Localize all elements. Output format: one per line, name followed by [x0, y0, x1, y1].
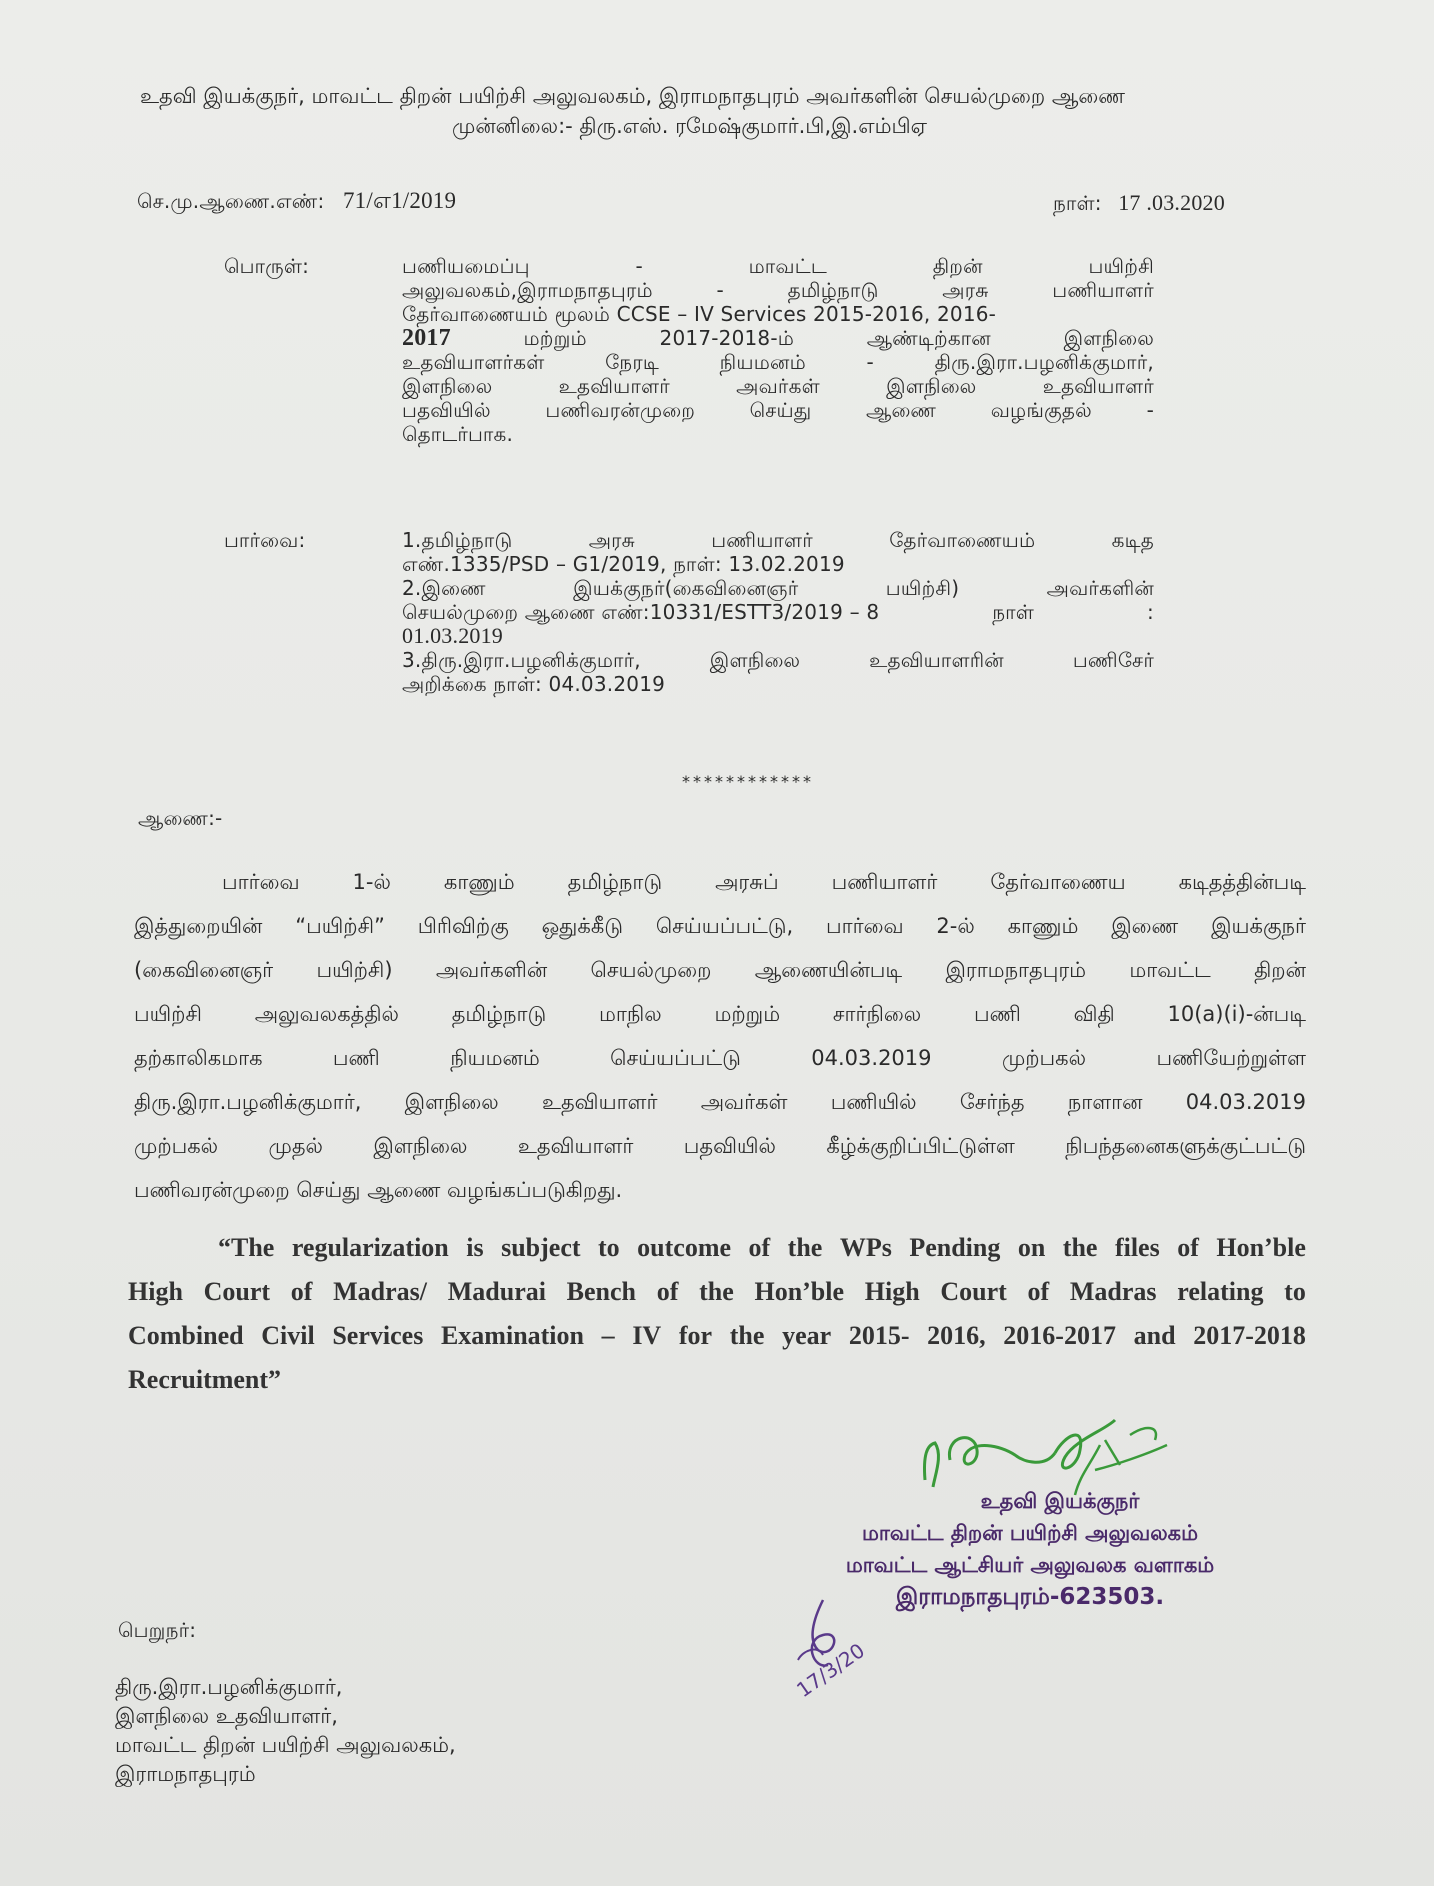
body-word: பணியில்	[830, 1090, 917, 1114]
body-word: திறன்	[1254, 958, 1306, 982]
english-word: to	[1284, 1277, 1306, 1306]
body-word: காணும்	[1007, 914, 1079, 938]
subject-line	[402, 422, 1154, 446]
body-word: விதி	[1073, 1002, 1115, 1026]
body-word: அவர்கள்	[700, 1090, 788, 1114]
subject-word: பணியமைப்பு	[402, 254, 530, 278]
subject-word: மாவட்ட	[748, 254, 827, 278]
body-word: முற்பகல்	[1001, 1046, 1087, 1070]
recipient-line: இளநிலை உதவியாளர்,	[115, 1704, 338, 1728]
english-word: the	[699, 1277, 734, 1306]
reference-line	[402, 600, 1154, 624]
body-word: 2-ல்	[936, 914, 975, 938]
body-word: பணிவரன்முறை செய்து ஆணை வழங்கப்படுகிறது.	[134, 1178, 623, 1202]
body-word: உதவியாளர்	[517, 1134, 634, 1158]
body-word: சேர்ந்த	[959, 1090, 1025, 1114]
body-word: பயிற்சி	[134, 1002, 202, 1026]
body-line	[134, 1036, 1306, 1080]
english-word: relating	[1177, 1277, 1264, 1306]
reference-word: இளநிலை	[709, 648, 801, 672]
subject-line	[402, 326, 1154, 350]
subject-word: உதவியாளர்கள்	[402, 350, 545, 374]
subject-word: -	[635, 254, 643, 278]
order-body	[134, 860, 1306, 1212]
english-word: IV	[632, 1321, 662, 1350]
english-word: Services	[332, 1321, 424, 1350]
subject-word: இளநிலை	[402, 374, 493, 398]
reference-word: பணியாளர்	[711, 528, 813, 552]
body-word: காணும்	[443, 870, 515, 894]
english-word: for	[678, 1321, 713, 1350]
body-word: பணி	[973, 1002, 1021, 1026]
body-word: தமிழ்நாடு	[567, 870, 663, 894]
body-word: முற்பகல்	[134, 1134, 219, 1158]
initials-image	[783, 1590, 903, 1714]
body-word: ஒதுக்கீடு	[541, 914, 623, 938]
body-word: (கைவினைஞர்	[134, 958, 274, 982]
subject-word: பயிற்சி	[1088, 254, 1154, 278]
subject-word: உதவியாளர்	[558, 374, 670, 398]
body-word: அரசுப்	[715, 870, 779, 894]
body-word: மாவட்ட	[1129, 958, 1211, 982]
reference-word: அறிக்கை நாள்: 04.03.2019	[402, 672, 666, 696]
subject-word: 2017-2018-ம்	[659, 326, 795, 350]
subject-line	[402, 278, 1154, 302]
body-word: இயக்குநர்	[1211, 914, 1306, 938]
subject-word: பணியாளர்	[1052, 278, 1154, 302]
signatory-office: மாவட்ட திறன் பயிற்சி அலுவலகம்	[862, 1521, 1198, 1545]
english-word: of	[748, 1233, 771, 1262]
body-word: முதல்	[268, 1134, 323, 1158]
english-word: regularization	[291, 1233, 449, 1262]
body-line	[134, 992, 1306, 1036]
subject-word: 2017	[402, 325, 451, 351]
english-word: 2016,	[927, 1321, 986, 1350]
english-word: High	[864, 1277, 920, 1306]
english-word: of	[290, 1277, 313, 1306]
english-word: 2016-2017	[1003, 1321, 1116, 1350]
order-number: 71/எ1/2019	[342, 188, 457, 213]
body-word: 04.03.2019	[811, 1046, 932, 1070]
english-word: High	[128, 1277, 183, 1306]
subject-word: மற்றும்	[523, 326, 587, 350]
english-line	[128, 1270, 1306, 1314]
header-presence: முன்னிலை:- திரு.எஸ். ரமேஷ்குமார்.பி,இ.எம்பிஏ	[452, 114, 928, 138]
body-word: 04.03.2019	[1185, 1090, 1306, 1114]
order-date-label: நாள்:	[1053, 191, 1102, 215]
body-line	[134, 904, 1306, 948]
subject-word: நேரடி	[605, 350, 659, 374]
subject-word: திரு.இரா.பழனிக்குமார்,	[934, 350, 1154, 374]
english-word: of	[656, 1277, 679, 1306]
body-word: பார்வை	[222, 870, 300, 894]
subject-word: ஆண்டிற்கான	[866, 326, 991, 350]
english-word: WPs	[839, 1233, 892, 1262]
body-word: அவர்களின்	[435, 958, 548, 982]
subject-line	[402, 374, 1154, 398]
english-word: files	[1114, 1233, 1160, 1262]
body-word: மற்றும்	[714, 1002, 781, 1026]
subject-word: இளநிலை	[1063, 326, 1154, 350]
english-word: year	[782, 1321, 832, 1350]
subject-word: செய்து	[749, 398, 812, 422]
signatory-title: உதவி இயக்குநர்	[980, 1489, 1140, 1513]
body-word: பயிற்சி)	[316, 958, 393, 982]
reference-word: தேர்வாணையம்	[889, 528, 1036, 552]
english-word: the	[787, 1233, 823, 1262]
body-word: 1-ல்	[352, 870, 391, 894]
subject-word: உதவியாளர்	[1042, 374, 1154, 398]
subject-text	[402, 254, 1154, 446]
reference-label: பார்வை:	[224, 528, 306, 552]
subject-word: -	[1146, 398, 1154, 422]
subject-word: தமிழ்நாடு	[787, 278, 879, 302]
body-line	[134, 1124, 1306, 1168]
subject-word: தேர்வாணையம் மூலம் CCSE – IV Services 2015-2016, 2016-	[402, 302, 997, 326]
subject-word: அரசு	[942, 278, 989, 302]
english-word: 2015-	[848, 1321, 910, 1350]
body-word: பிரிவிற்கு	[417, 914, 509, 938]
body-word: நியமனம்	[450, 1046, 540, 1070]
body-word: பணி	[332, 1046, 380, 1070]
english-word: to	[598, 1233, 620, 1262]
body-word: இத்துறையின்	[134, 914, 263, 938]
body-word: செய்யப்பட்டு,	[655, 914, 794, 938]
english-word: of	[1027, 1277, 1050, 1306]
english-word: Examination	[440, 1321, 584, 1350]
order-date-row	[1053, 190, 1225, 218]
reference-line	[402, 672, 1154, 696]
header-title: உதவி இயக்குநர், மாவட்ட திறன் பயிற்சி அலுவலகம், இராமநாதபுரம் அவர்களின் செயல்முறை ஆணை	[140, 84, 1126, 108]
order-number-label: செ.மு.ஆணை.எண்:	[137, 189, 325, 213]
body-line	[134, 860, 1306, 904]
body-word: பதவியில்	[683, 1134, 776, 1158]
body-word: இளநிலை	[404, 1090, 499, 1114]
english-word: of	[1177, 1233, 1199, 1262]
reference-word: அவர்களின்	[1046, 576, 1154, 600]
body-word: அலுவலகத்தில்	[254, 1002, 399, 1026]
english-word: Court	[940, 1277, 1007, 1306]
order-label: ஆணை:-	[138, 806, 223, 830]
reference-word: அரசு	[588, 528, 635, 552]
subject-word: -	[866, 350, 874, 374]
english-word: the	[729, 1321, 765, 1350]
english-word: Bench	[566, 1277, 637, 1306]
reference-text	[402, 528, 1154, 696]
body-word: கீழ்க்குறிப்பிட்டுள்ள	[826, 1134, 1015, 1158]
body-line	[134, 1168, 1306, 1212]
reference-word: எண்.1335/PSD – G1/2019, நாள்: 13.02.2019	[402, 552, 845, 576]
body-word: ஆணையின்படி	[754, 958, 903, 982]
reference-word: பயிற்சி)	[885, 576, 960, 600]
body-word: தமிழ்நாடு	[451, 1002, 547, 1026]
body-word: தேர்வாணைய	[990, 870, 1126, 894]
english-word: Civil	[261, 1321, 315, 1350]
signatory-address: இராமநாதபுரம்-623503.	[895, 1584, 1165, 1610]
english-word: outcome	[637, 1233, 732, 1262]
initials-date: 17/3/20	[792, 1638, 870, 1703]
body-word: கடிதத்தின்படி	[1178, 870, 1306, 894]
subject-line	[402, 350, 1154, 374]
reference-word: 2.இணை	[402, 576, 486, 600]
english-word: Hon’ble	[1216, 1233, 1306, 1262]
subject-word: இளநிலை	[886, 374, 977, 398]
english-word: Hon’ble	[754, 1277, 845, 1306]
reference-line	[402, 576, 1154, 600]
english-word: Combined	[128, 1321, 244, 1350]
english-word: Pending	[909, 1233, 1001, 1262]
reference-word: 1.தமிழ்நாடு	[402, 528, 513, 552]
body-word: செயல்முறை	[590, 958, 712, 982]
english-word: “The	[218, 1233, 275, 1262]
english-word: Madras/	[333, 1277, 428, 1306]
reference-word: செயல்முறை ஆணை எண்:10331/ESTT3/2019 – 8	[402, 600, 880, 624]
recipient-line: திரு.இரா.பழனிக்குமார்,	[115, 1675, 343, 1699]
english-word: 2017-2018	[1193, 1321, 1306, 1350]
reference-line	[402, 528, 1154, 552]
reference-word: பணிசேர்	[1072, 648, 1154, 672]
english-word: –	[601, 1321, 615, 1350]
subject-word: தொடர்பாக.	[402, 422, 514, 446]
subject-word: அலுவலகம்,இராமநாதபுரம்	[402, 278, 653, 302]
regularization-condition	[128, 1226, 1306, 1402]
subject-word: பதவியில்	[402, 398, 491, 422]
english-word: subject	[501, 1233, 581, 1262]
recipient-label: பெறுநர்:	[118, 1618, 197, 1642]
reference-word: கடித	[1111, 528, 1154, 552]
body-word: இராமநாதபுரம்	[945, 958, 1087, 982]
english-word: Madurai	[447, 1277, 546, 1306]
reference-line	[402, 648, 1154, 672]
body-word: நாளான	[1067, 1090, 1143, 1114]
body-word: பணியேற்றுள்ள	[1156, 1046, 1306, 1070]
reference-line	[402, 552, 1154, 576]
order-number-row	[137, 188, 456, 217]
body-word: மாநில	[598, 1002, 662, 1026]
english-word: and	[1133, 1321, 1176, 1350]
subject-word: நியமனம்	[719, 350, 806, 374]
body-word: இணை	[1111, 914, 1179, 938]
body-word: செய்யப்பட்டு	[610, 1046, 741, 1070]
subject-word: வழங்குதல்	[990, 398, 1092, 422]
subject-line	[402, 398, 1154, 422]
order-date: 17 .03.2020	[1118, 190, 1225, 215]
reference-line	[402, 624, 1154, 648]
reference-word: 3.திரு.இரா.பழனிக்குமார்,	[402, 648, 641, 672]
reference-word: நாள்	[992, 600, 1035, 624]
subject-word: -	[716, 278, 724, 302]
english-line	[128, 1314, 1306, 1358]
english-word: Court	[203, 1277, 271, 1306]
english-line	[128, 1226, 1306, 1270]
body-line	[134, 1080, 1306, 1124]
body-word: உதவியாளர்	[541, 1090, 658, 1114]
reference-word: :	[1147, 600, 1154, 624]
subject-line	[402, 254, 1154, 278]
subject-word: ஆணை	[866, 398, 937, 422]
reference-word: இயக்குநர்(கைவினைஞர்	[573, 576, 799, 600]
english-word: Madras	[1069, 1277, 1157, 1306]
separator-stars: ************	[682, 772, 814, 791]
subject-word: பணிவரன்முறை	[545, 398, 696, 422]
body-word: 10(a)(i)-ன்படி	[1167, 1002, 1306, 1026]
body-word: “பயிற்சி”	[295, 914, 385, 938]
subject-word: திறன்	[932, 254, 983, 278]
recipient-line: இராமநாதபுரம்	[115, 1762, 256, 1786]
body-word: சார்நிலை	[832, 1002, 922, 1026]
reference-word: 01.03.2019	[402, 623, 503, 648]
english-word: the	[1062, 1233, 1098, 1262]
subject-label: பொருள்:	[224, 254, 310, 278]
body-word: இளநிலை	[373, 1134, 468, 1158]
body-word: பார்வை	[826, 914, 904, 938]
body-word: பணியாளர்	[831, 870, 938, 894]
subject-word: அவர்கள்	[736, 374, 820, 398]
body-line	[134, 948, 1306, 992]
recipient-address	[115, 1673, 456, 1789]
subject-line	[402, 302, 1154, 326]
reference-word: உதவியாளரின்	[869, 648, 1004, 672]
signatory-campus: மாவட்ட ஆட்சியர் அலுவலக வளாகம்	[845, 1553, 1215, 1577]
english-word: is	[466, 1233, 484, 1262]
english-word: Recruitment”	[128, 1365, 282, 1394]
english-word: on	[1017, 1233, 1046, 1262]
body-word: நிபந்தனைகளுக்குட்பட்டு	[1065, 1134, 1306, 1158]
body-word: திரு.இரா.பழனிக்குமார்,	[134, 1090, 362, 1114]
body-word: தற்காலிகமாக	[134, 1046, 263, 1070]
recipient-line: மாவட்ட திறன் பயிற்சி அலுவலகம்,	[115, 1733, 456, 1757]
